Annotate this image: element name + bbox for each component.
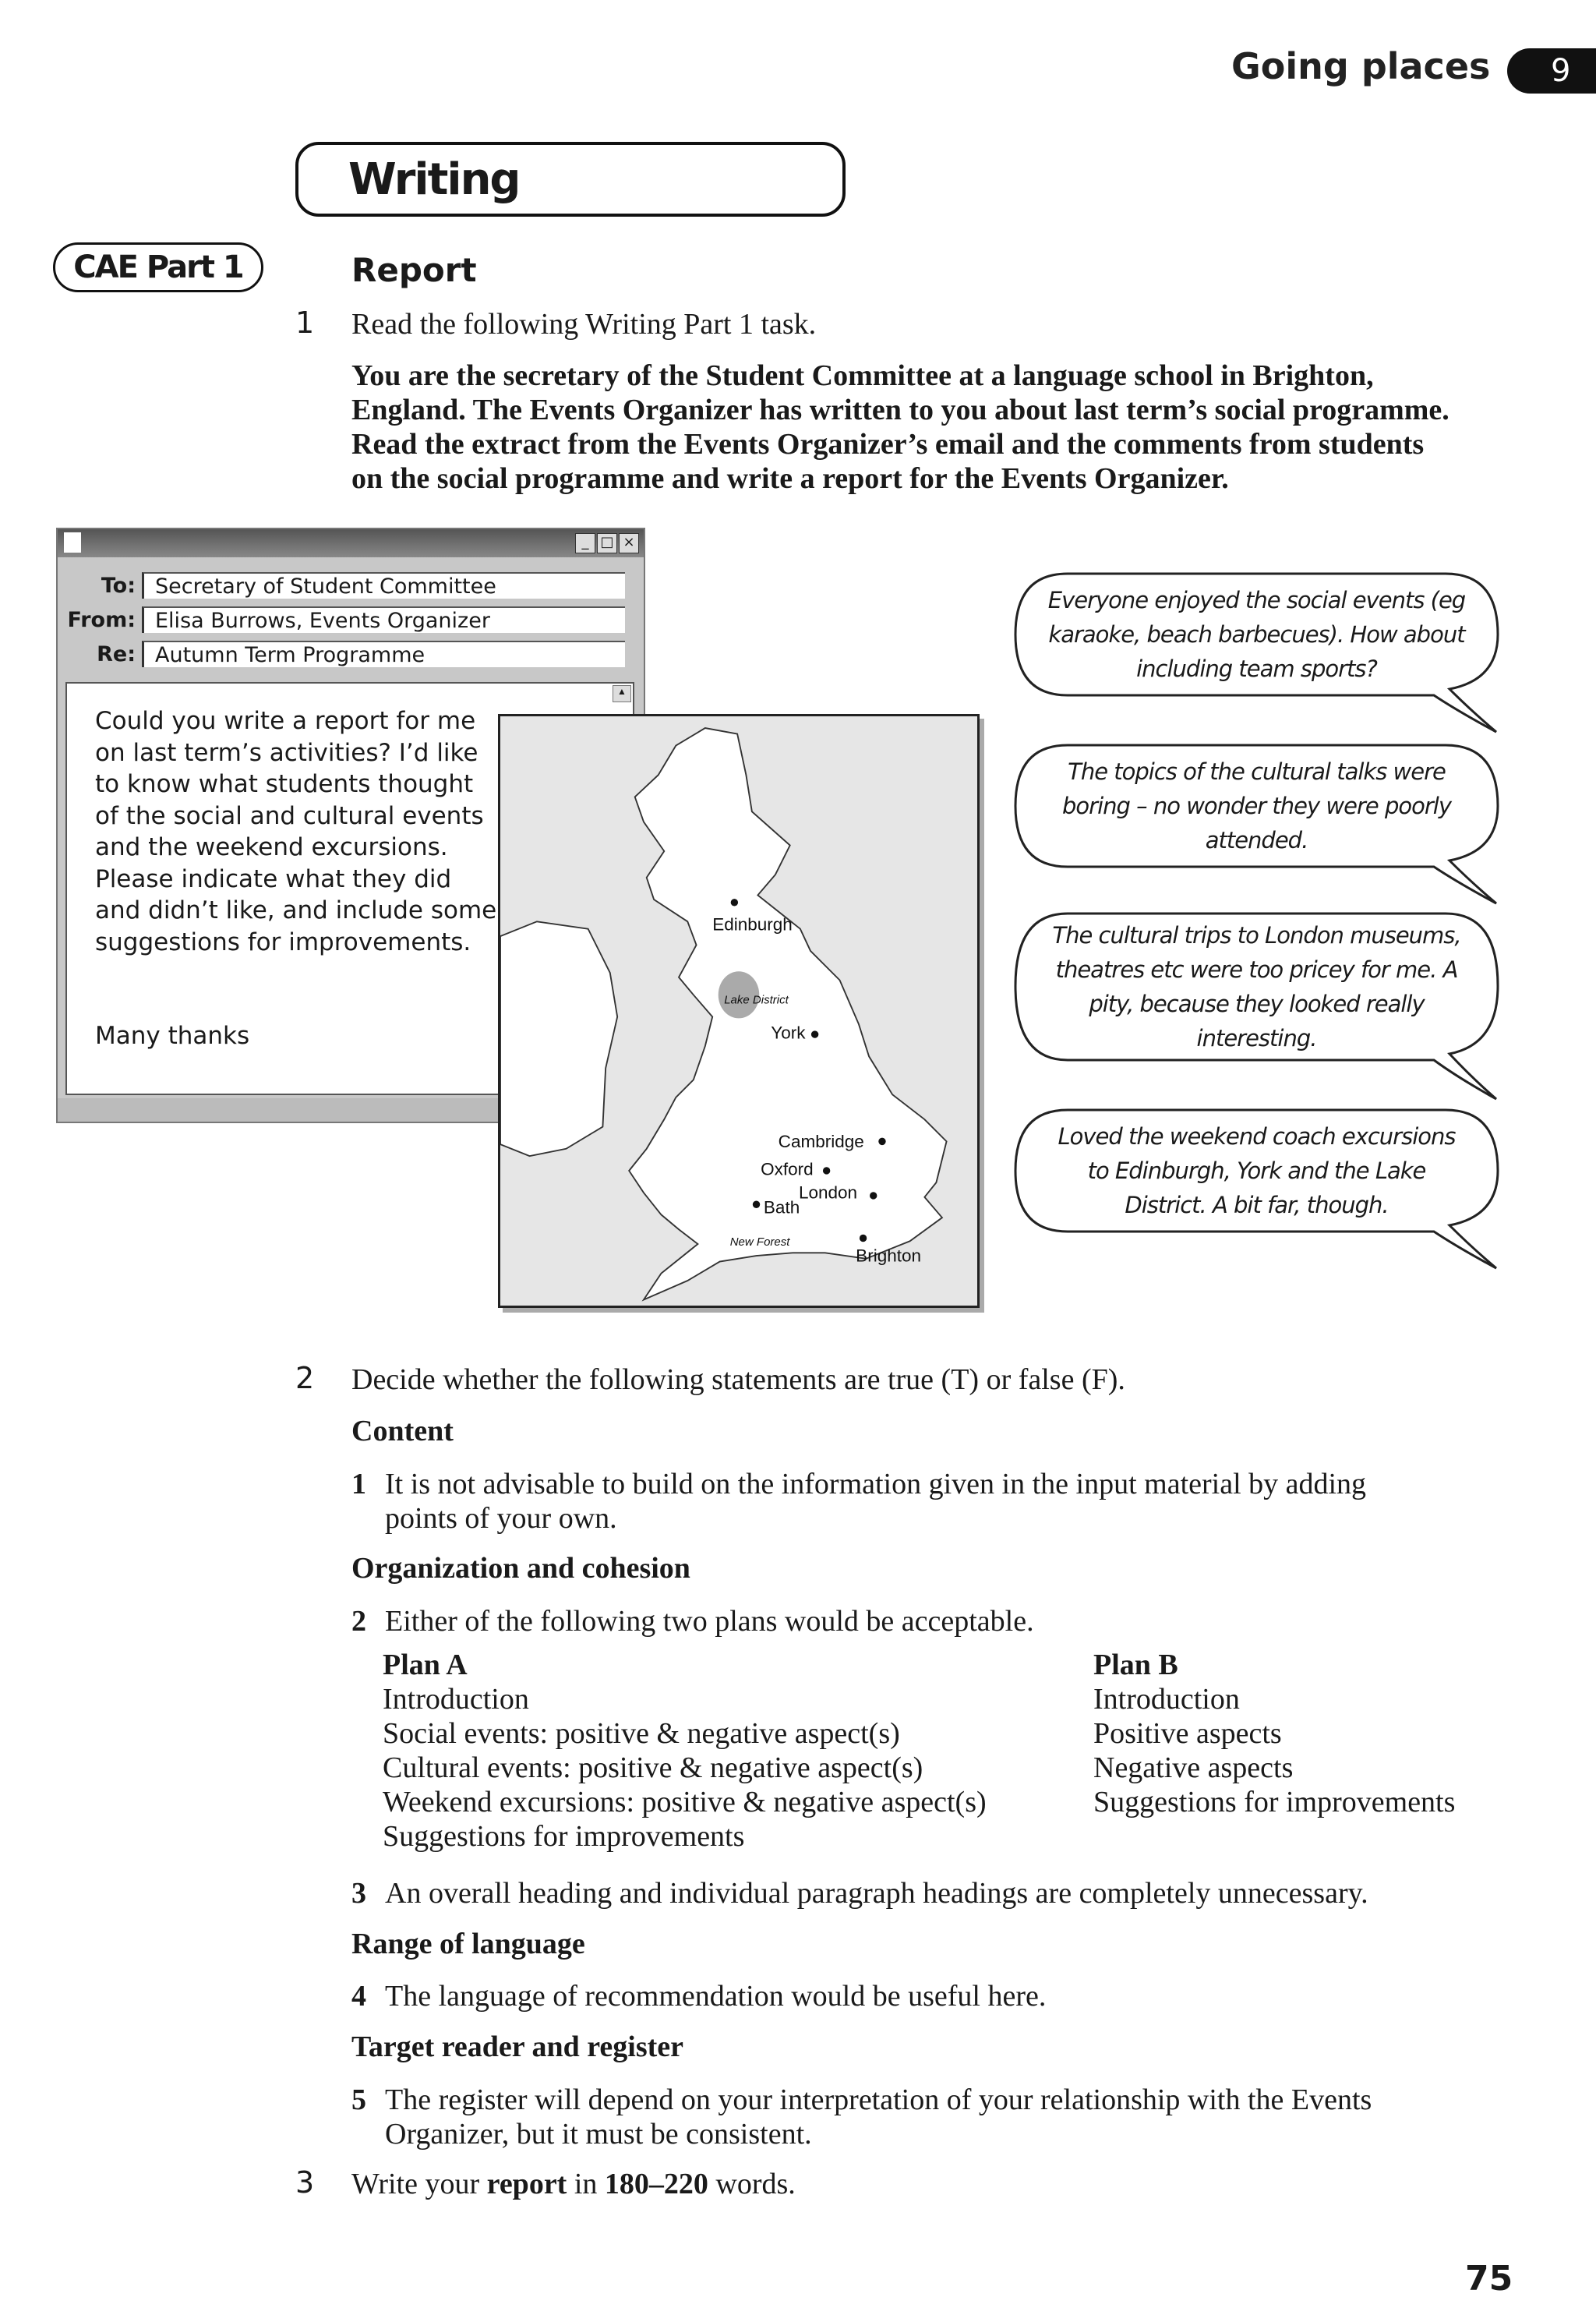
comment-text: Loved the weekend coach excursions to Edinburgh, York and the Lake District. A bit far, though. [1058, 1123, 1456, 1218]
map-label-lake-district: Lake District [724, 993, 789, 1007]
cambridge-dot [878, 1138, 885, 1145]
q1-instruction: Read the following Writing Part 1 task. [351, 308, 817, 341]
from-label: From: [67, 607, 136, 632]
question-number: 3 [295, 2165, 315, 2200]
statement-4: The language of recommendation would be useful here. [385, 1980, 1047, 2013]
task-line: on the social programme and write a report for the Events Organizer. [351, 462, 1229, 495]
document-icon [64, 532, 81, 553]
edinburgh-dot [731, 899, 738, 906]
section-title-box [295, 142, 846, 217]
task-line: Read the extract from the Events Organizer’s email and the comments from students [351, 428, 1425, 461]
statement-2: Either of the following two plans would be acceptable. [385, 1605, 1034, 1638]
plan-item: Introduction [383, 1683, 529, 1716]
map-label-bath: Bath [763, 1197, 800, 1218]
email-titlebar [58, 529, 644, 557]
plan-item: Negative aspects [1093, 1751, 1294, 1784]
statement-number: 5 [351, 2083, 366, 2116]
scroll-up-arrow-icon[interactable]: ▲ [613, 685, 631, 702]
plan-item: Suggestions for improvements [383, 1820, 745, 1853]
task-title: Report [351, 251, 477, 289]
comment-text: The cultural trips to London museums, theatres etc were too pricey for me. A pity, because they looked really interesting. [1052, 922, 1461, 1051]
statement-number: 4 [351, 1980, 366, 2013]
plan-item: Cultural events: positive & negative aspect(s) [383, 1751, 923, 1784]
content-heading: Content [351, 1415, 454, 1447]
comment-text: Everyone enjoyed the social events (eg karaoke, beach barbecues). How about including team sports? [1047, 587, 1466, 682]
plan-item: Introduction [1093, 1683, 1240, 1716]
task-line: England. The Events Organizer has written to you about last term’s social programme. [351, 394, 1449, 426]
task-line: You are the secretary of the Student Committee at a language school in Brighton, [351, 359, 1374, 392]
plan-a-title: Plan A [383, 1649, 468, 1681]
brighton-dot [860, 1235, 867, 1242]
from-field[interactable]: Elisa Burrows, Events Organizer [142, 606, 625, 633]
ireland-outline [500, 921, 617, 1156]
york-dot [811, 1030, 818, 1037]
plan-item: Positive aspects [1093, 1717, 1282, 1750]
page-number: 75 [1465, 2259, 1513, 2299]
statement-number: 3 [351, 1877, 366, 1910]
map-label-brighton: Brighton [856, 1246, 922, 1266]
map-label-oxford: Oxford [761, 1159, 814, 1179]
plan-b-title: Plan B [1093, 1649, 1178, 1681]
to-row [58, 570, 625, 601]
plan-a [383, 1648, 987, 1854]
q3-instruction: Write your report in 180–220 words. [351, 2168, 796, 2200]
close-button[interactable]: × [619, 533, 639, 553]
statement-number: 1 [351, 1468, 366, 1500]
target-reader-heading: Target reader and register [351, 2030, 684, 2063]
section-title: Writing [348, 154, 520, 205]
chapter-number-badge: 9 [1507, 48, 1596, 94]
re-row [58, 638, 625, 670]
map-label-london: London [798, 1182, 858, 1203]
student-comment-bubble [1013, 1108, 1500, 1267]
question-number: 1 [295, 306, 315, 340]
re-label: Re: [97, 641, 136, 666]
task-description [351, 359, 1528, 496]
comment-text: The topics of the cultural talks were boring – no wonder they were poorly attended. [1062, 758, 1451, 854]
from-row [58, 604, 625, 635]
plan-b [1093, 1648, 1455, 1819]
plan-item: Suggestions for improvements [1093, 1786, 1456, 1818]
minimize-button[interactable]: _ [575, 533, 595, 553]
email-signoff: Many thanks [95, 1022, 250, 1050]
range-heading: Range of language [351, 1928, 585, 1960]
map-label-edinburgh: Edinburgh [712, 914, 793, 935]
uk-map [498, 714, 980, 1308]
subject-field[interactable]: Autumn Term Programme [142, 641, 625, 667]
to-field[interactable]: Secretary of Student Committee [142, 572, 625, 599]
statement-1: It is not advisable to build on the information given in the input material by adding points of your own. [385, 1468, 1367, 1535]
statement-number: 2 [351, 1605, 366, 1638]
student-comment-bubble [1013, 572, 1500, 731]
plan-item: Social events: positive & negative aspect(s) [383, 1717, 900, 1750]
exam-part-badge: CAE Part 1 [53, 242, 263, 292]
student-comment-bubble [1013, 744, 1500, 903]
map-label-cambridge: Cambridge [778, 1131, 864, 1151]
student-comment-bubble [1013, 912, 1500, 1099]
oxford-dot [823, 1167, 830, 1174]
question-number: 2 [295, 1361, 315, 1395]
london-dot [870, 1192, 877, 1199]
bath-dot [753, 1201, 760, 1208]
chapter-title: Going places [1231, 45, 1491, 87]
email-message: Could you write a report for me on last term’s activities? I’d like to know what students thought of the social and cultural events and the weekend excursions. Please indicate what they did and didn’t like, and include some suggestions for improvements. [95, 707, 497, 956]
plan-item: Weekend excursions: positive & negative aspect(s) [383, 1786, 987, 1818]
organization-heading: Organization and cohesion [351, 1552, 690, 1585]
statement-3: An overall heading and individual paragraph headings are completely unnecessary. [385, 1877, 1368, 1910]
map-label-new-forest: New Forest [729, 1235, 790, 1249]
q2-instruction: Decide whether the following statements are true (T) or false (F). [351, 1363, 1125, 1396]
to-label: To: [101, 573, 136, 598]
map-label-york: York [771, 1023, 806, 1043]
statement-5: The register will depend on your interpretation of your relationship with the Events Organizer, but it must be consistent. [385, 2083, 1372, 2151]
maximize-button[interactable]: □ [597, 533, 617, 553]
